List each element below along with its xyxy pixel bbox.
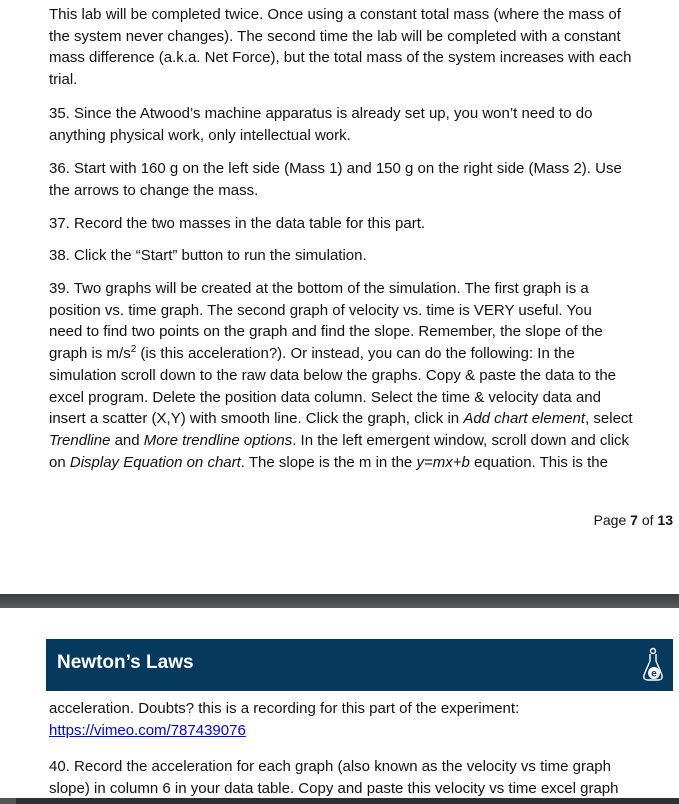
text-line: 40. Record the acceleration for each graph (also known as the velocity vs time graph	[49, 758, 611, 775]
paragraph	[49, 158, 622, 201]
text-line	[49, 452, 633, 474]
text: . The slope is the m in the	[240, 453, 417, 471]
text: 35. Since the Atwood’s machine apparatus is already set up, you won’t need to do	[49, 105, 593, 122]
italic-text: Trendline	[49, 431, 111, 449]
text: (is this acceleration?). Or instead, you can do the following: In the	[136, 345, 575, 363]
text: anything physical work, only intellectual work.	[49, 126, 351, 144]
text: the arrows to change the mass.	[49, 181, 259, 199]
page-label: Page	[593, 512, 627, 528]
text-line	[49, 158, 622, 180]
step-40	[49, 756, 618, 799]
text: equation. This is the	[469, 453, 608, 471]
horizontal-scrollbar[interactable]	[0, 798, 679, 804]
page-separator	[0, 594, 679, 608]
text-line	[49, 26, 631, 48]
text: This lab will be completed twice. Once using a constant total mass (where the mass of	[49, 6, 621, 23]
text-line	[49, 321, 633, 343]
text: 36. Start with 160 g on the left side (Mass 1) and 150 g on the right side (Mass 2). Use	[49, 160, 622, 177]
italic-text: Add chart element	[463, 410, 586, 428]
text: simulation scroll down to the raw data below the graphs. Copy & paste the data to the	[49, 366, 616, 384]
vimeo-link[interactable]: https://vimeo.com/787439076	[49, 721, 246, 739]
paragraph-continuation	[49, 698, 519, 741]
scrollbar-thumb[interactable]	[0, 798, 16, 804]
text-line	[49, 103, 592, 125]
text-line	[49, 69, 631, 91]
text: 37. Record the two masses in the data table for this part.	[49, 215, 426, 232]
paragraph	[49, 213, 425, 235]
flask-e-logo-icon	[642, 647, 664, 683]
text: need to find two points on the graph and find the slope. Remember, the slope of the	[49, 323, 603, 341]
paragraph	[49, 245, 367, 267]
text: and	[110, 431, 144, 449]
page-8	[0, 608, 679, 798]
page-total: 13	[657, 512, 673, 528]
text-line	[49, 408, 633, 430]
text: . In the left emergent window, scroll down and click	[292, 431, 630, 449]
text: 38. Click the “Start” button to run the simulation.	[49, 247, 367, 264]
text-line	[49, 343, 633, 365]
paragraph	[49, 103, 592, 146]
page-current: 7	[630, 512, 638, 528]
text-line	[49, 4, 631, 26]
svg-text:e: e	[651, 668, 657, 680]
italic-text: More trendline options	[143, 431, 293, 449]
text: insert a scatter (X,Y) with smooth line. Click the graph, click in	[49, 410, 464, 428]
text-line	[49, 430, 633, 452]
text: excel program. Delete the position data column. Select the time & velocity data and	[49, 388, 601, 406]
text: 39. Two graphs will be created at the bottom of the simulation. The first graph is a	[49, 280, 589, 297]
text: trial.	[49, 71, 78, 89]
italic-text: Display Equation on chart	[69, 453, 241, 471]
text-line	[49, 278, 633, 300]
text: 2	[130, 344, 137, 356]
text-line	[49, 387, 633, 409]
text: the system never changes). The second time the lab will be completed with a constant	[49, 27, 621, 45]
text-line	[49, 213, 425, 235]
text: , select	[585, 410, 633, 428]
text-line	[49, 125, 592, 147]
text: position vs. time graph. The second graph of velocity vs. time is VERY useful. You	[49, 301, 592, 319]
text-line	[49, 300, 633, 322]
page-of: of	[641, 512, 654, 528]
text-line	[49, 365, 633, 387]
section-title: Newton’s Laws	[57, 652, 194, 673]
text: mass difference (a.k.a. Net Force), but the total mass of the system increases with each	[49, 49, 632, 67]
page-number	[594, 512, 673, 528]
section-header	[46, 639, 673, 691]
text: graph is m/s	[49, 345, 131, 363]
text-line	[49, 245, 367, 267]
italic-text: y=mx+b	[416, 453, 470, 471]
text: on	[49, 453, 70, 471]
text-line: slope) in column 6 in your data table. Copy and paste this velocity vs time excel graph	[49, 779, 619, 797]
text-line: acceleration. Doubts? this is a recording for this part of the experiment:	[49, 700, 520, 717]
text-line	[49, 180, 622, 202]
text-line	[49, 47, 631, 69]
paragraph	[49, 4, 631, 91]
paragraph	[49, 278, 633, 473]
